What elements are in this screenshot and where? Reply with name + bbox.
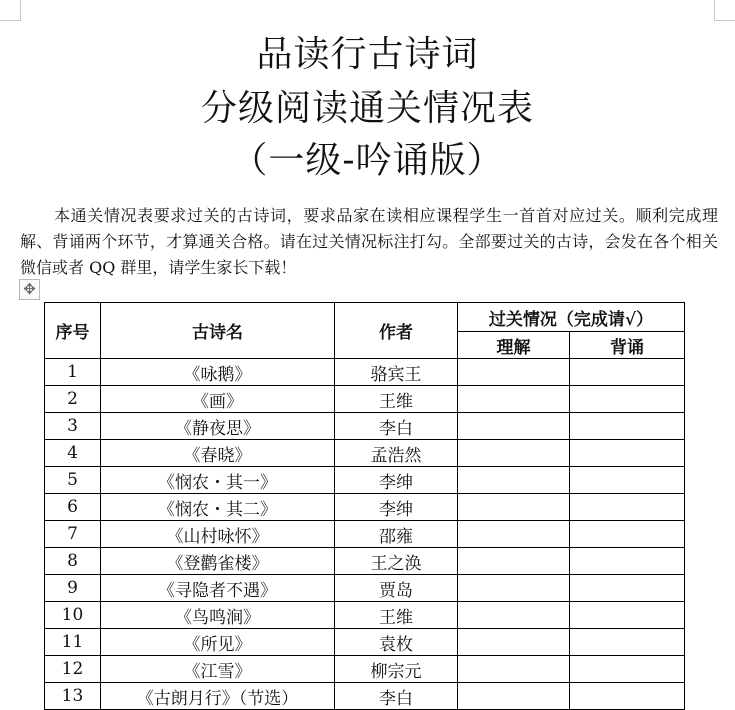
understand-checkbox-cell[interactable] bbox=[458, 467, 570, 494]
row-author: 邵雍 bbox=[335, 521, 458, 548]
row-author: 王之涣 bbox=[335, 548, 458, 575]
recite-checkbox-cell[interactable] bbox=[570, 602, 685, 629]
recite-checkbox-cell[interactable] bbox=[570, 683, 685, 710]
header-poem: 古诗名 bbox=[101, 303, 335, 359]
row-author: 王维 bbox=[335, 386, 458, 413]
status-table bbox=[44, 302, 685, 710]
row-poem-title: 《咏鹅》 bbox=[101, 359, 335, 386]
header-recite: 背诵 bbox=[570, 332, 685, 359]
understand-checkbox-cell[interactable] bbox=[458, 440, 570, 467]
row-author: 李绅 bbox=[335, 467, 458, 494]
understand-checkbox-cell[interactable] bbox=[458, 359, 570, 386]
row-index: 2 bbox=[45, 386, 101, 413]
row-index: 5 bbox=[45, 467, 101, 494]
recite-checkbox-cell[interactable] bbox=[570, 359, 685, 386]
row-index: 9 bbox=[45, 575, 101, 602]
page-corner-mark-right bbox=[714, 0, 735, 21]
row-index: 7 bbox=[45, 521, 101, 548]
table-row bbox=[45, 602, 685, 629]
row-author: 李白 bbox=[335, 413, 458, 440]
recite-checkbox-cell[interactable] bbox=[570, 467, 685, 494]
recite-checkbox-cell[interactable] bbox=[570, 548, 685, 575]
row-index: 1 bbox=[45, 359, 101, 386]
table-row bbox=[45, 629, 685, 656]
table-row bbox=[45, 575, 685, 602]
page-corner-mark-left bbox=[0, 0, 21, 21]
recite-checkbox-cell[interactable] bbox=[570, 494, 685, 521]
understand-checkbox-cell[interactable] bbox=[458, 494, 570, 521]
row-poem-title: 《悯农・其二》 bbox=[101, 494, 335, 521]
row-poem-title: 《古朗月行》（节选） bbox=[101, 683, 335, 710]
row-poem-title: 《登鹳雀楼》 bbox=[101, 548, 335, 575]
row-poem-title: 《画》 bbox=[101, 386, 335, 413]
understand-checkbox-cell[interactable] bbox=[458, 413, 570, 440]
table-row bbox=[45, 494, 685, 521]
table-row bbox=[45, 548, 685, 575]
row-index: 4 bbox=[45, 440, 101, 467]
recite-checkbox-cell[interactable] bbox=[570, 629, 685, 656]
row-poem-title: 《静夜思》 bbox=[101, 413, 335, 440]
understand-checkbox-cell[interactable] bbox=[458, 386, 570, 413]
table-row bbox=[45, 440, 685, 467]
understand-checkbox-cell[interactable] bbox=[458, 602, 570, 629]
row-poem-title: 《所见》 bbox=[101, 629, 335, 656]
row-author: 骆宾王 bbox=[335, 359, 458, 386]
understand-checkbox-cell[interactable] bbox=[458, 629, 570, 656]
header-author: 作者 bbox=[335, 303, 458, 359]
title-line-1: 品读行古诗词 bbox=[256, 34, 479, 75]
title-line-2: 分级阅读通关情况表 bbox=[200, 88, 534, 129]
table-row bbox=[45, 467, 685, 494]
understand-checkbox-cell[interactable] bbox=[458, 656, 570, 683]
row-author: 李白 bbox=[335, 683, 458, 710]
table-row bbox=[45, 521, 685, 548]
row-poem-title: 《山村咏怀》 bbox=[101, 521, 335, 548]
row-index: 11 bbox=[45, 629, 101, 656]
recite-checkbox-cell[interactable] bbox=[570, 656, 685, 683]
understand-checkbox-cell[interactable] bbox=[458, 575, 570, 602]
row-index: 8 bbox=[45, 548, 101, 575]
row-poem-title: 《寻隐者不遇》 bbox=[101, 575, 335, 602]
row-author: 孟浩然 bbox=[335, 440, 458, 467]
table-row bbox=[45, 413, 685, 440]
row-poem-title: 《悯农・其一》 bbox=[101, 467, 335, 494]
recite-checkbox-cell[interactable] bbox=[570, 575, 685, 602]
header-status: 过关情况（完成请√） bbox=[458, 303, 685, 332]
title-line-3: （一级-吟诵版） bbox=[231, 140, 504, 181]
row-poem-title: 《春晓》 bbox=[101, 440, 335, 467]
row-author: 贾岛 bbox=[335, 575, 458, 602]
recite-checkbox-cell[interactable] bbox=[570, 413, 685, 440]
row-author: 柳宗元 bbox=[335, 656, 458, 683]
row-index: 12 bbox=[45, 656, 101, 683]
row-author: 李绅 bbox=[335, 494, 458, 521]
header-understand: 理解 bbox=[458, 332, 570, 359]
row-index: 13 bbox=[45, 683, 101, 710]
table-body bbox=[45, 359, 685, 710]
row-author: 袁枚 bbox=[335, 629, 458, 656]
move-cross-icon[interactable]: ✥ bbox=[19, 279, 40, 300]
table-row bbox=[45, 386, 685, 413]
understand-checkbox-cell[interactable] bbox=[458, 548, 570, 575]
recite-checkbox-cell[interactable] bbox=[570, 386, 685, 413]
table-row bbox=[45, 656, 685, 683]
table-row bbox=[45, 683, 685, 710]
row-index: 6 bbox=[45, 494, 101, 521]
header-index: 序号 bbox=[45, 303, 101, 359]
recite-checkbox-cell[interactable] bbox=[570, 440, 685, 467]
understand-checkbox-cell[interactable] bbox=[458, 521, 570, 548]
row-index: 10 bbox=[45, 602, 101, 629]
row-poem-title: 《江雪》 bbox=[101, 656, 335, 683]
intro-paragraph: 本通关情况表要求过关的古诗词，要求品家在读相应课程学生一首首对应过关。顺利完成理解、背诵两个环节，才算通关合格。请在过关情况标注打勾。全部要过关的古诗，会发在各个相关微信或者 QQ 群里，请学生家长下载！ bbox=[20, 206, 718, 277]
table-row bbox=[45, 359, 685, 386]
understand-checkbox-cell[interactable] bbox=[458, 683, 570, 710]
row-author: 王维 bbox=[335, 602, 458, 629]
row-index: 3 bbox=[45, 413, 101, 440]
row-poem-title: 《鸟鸣涧》 bbox=[101, 602, 335, 629]
recite-checkbox-cell[interactable] bbox=[570, 521, 685, 548]
